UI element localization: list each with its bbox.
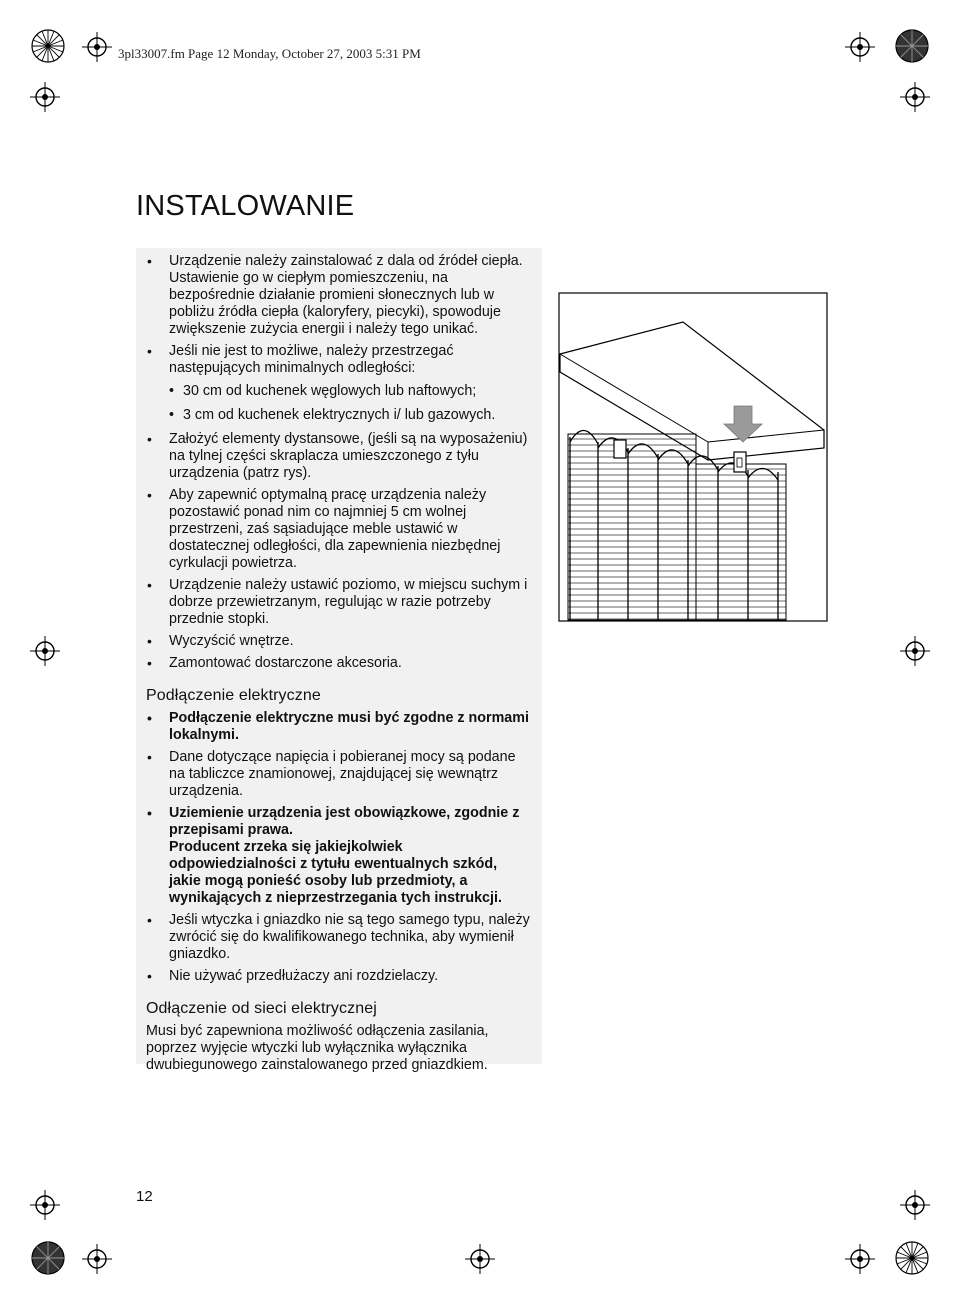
registration-mark-icon [28, 1238, 68, 1278]
crosshair-mark-icon [30, 636, 60, 666]
registration-mark-icon [892, 26, 932, 66]
crosshair-mark-icon [465, 1244, 495, 1274]
installation-list [146, 253, 532, 672]
list-item: • Urządzenie należy zainstalować z dala od źródeł ciepła. Ustawienie go w ciepłym pomieszczeniu, na bezpośrednie działanie promieni słonecznych lub w pobliżu źródła ciepła (kaloryfery, piecyki), spowoduje zwiększenie zużycia energii i należy tego unikać. [146, 253, 532, 338]
crosshair-mark-icon [845, 32, 875, 62]
crosshair-mark-icon [30, 82, 60, 112]
crosshair-mark-icon [82, 1244, 112, 1274]
condenser-spacer-illustration-icon [558, 292, 828, 622]
list-item: • Aby zapewnić optymalną pracę urządzenia należy pozostawić ponad nim co najmniej 5 cm wolnej przestrzeni, zaś sąsiadujące meble ustawić w dostatecznej odległości, dla zapewnienia niezbędnej cyrkulacji powietrza. [146, 487, 532, 572]
section-heading-electrical: Podłączenie elektryczne [146, 687, 321, 704]
list-item: • Zamontować dostarczone akcesoria. [146, 655, 532, 672]
registration-mark-icon [892, 1238, 932, 1278]
instructions-panel [136, 248, 542, 1073]
list-item: • Dane dotyczące napięcia i pobieranej mocy są podane na tabliczce znamionowej, znajdującej się wewnątrz urządzenia. [146, 749, 532, 800]
list-item: • 3 cm od kuchenek elektrycznych i/ lub gazowych. [169, 407, 532, 424]
page-number: 12 [136, 1188, 153, 1205]
crosshair-mark-icon [30, 1190, 60, 1220]
registration-mark-icon [28, 26, 68, 66]
list-item: • Uziemienie urządzenia jest obowiązkowe, zgodnie z przepisami prawa. Producent zrzeka się jakiejkolwiek odpowiedzialności z tytułu ewentualnych szkód, jakie mogą ponieść osoby lub przedmioty, a wynikających z nieprzestrzegania tych instrukcji. [146, 805, 532, 907]
list-item: • Założyć elementy dystansowe, (jeśli są na wyposażeniu) na tylnej części skraplacza umieszczonego z tyłu urządzenia (patrz rys). [146, 431, 532, 482]
list-item: • Wyczyścić wnętrze. [146, 633, 532, 650]
electrical-list [146, 710, 532, 985]
list-item: • Podłączenie elektryczne musi być zgodne z normami lokalnymi. [146, 710, 532, 744]
list-item: • Jeśli nie jest to możliwe, należy przestrzegać następujących minimalnych odległości: • 30 cm od kuchenek węglowych lub naftowych; • 3 cm od kuchenek elektrycznych i/ lub gazowych. [146, 343, 532, 424]
disconnection-text: Musi być zapewniona możliwość odłączenia zasilania, poprzez wyjęcie wtyczki lub wyłącznika wyłącznika dwubiegunowego zainstalowanego przed gniazdkiem. [146, 1023, 489, 1073]
crosshair-mark-icon [845, 1244, 875, 1274]
crosshair-mark-icon [900, 82, 930, 112]
crosshair-mark-icon [82, 32, 112, 62]
list-item: • Urządzenie należy ustawić poziomo, w miejscu suchym i dobrze przewietrzanym, regulując w razie potrzeby przednie stopki. [146, 577, 532, 628]
crosshair-mark-icon [900, 1190, 930, 1220]
print-header: 3pl33007.fm Page 12 Monday, October 27, 2003 5:31 PM [118, 46, 421, 61]
distance-list [169, 383, 532, 424]
list-item: • Jeśli wtyczka i gniazdko nie są tego samego typu, należy zwrócić się do kwalifikowanego technika, aby wymienił gniazdko. [146, 912, 532, 963]
page-title: INSTALOWANIE [136, 190, 355, 222]
section-heading-disconnection: Odłączenie od sieci elektrycznej [146, 1000, 377, 1017]
list-item: • 30 cm od kuchenek węglowych lub naftowych; [169, 383, 532, 400]
crosshair-mark-icon [900, 636, 930, 666]
list-item: • Nie używać przedłużaczy ani rozdzielaczy. [146, 968, 532, 985]
